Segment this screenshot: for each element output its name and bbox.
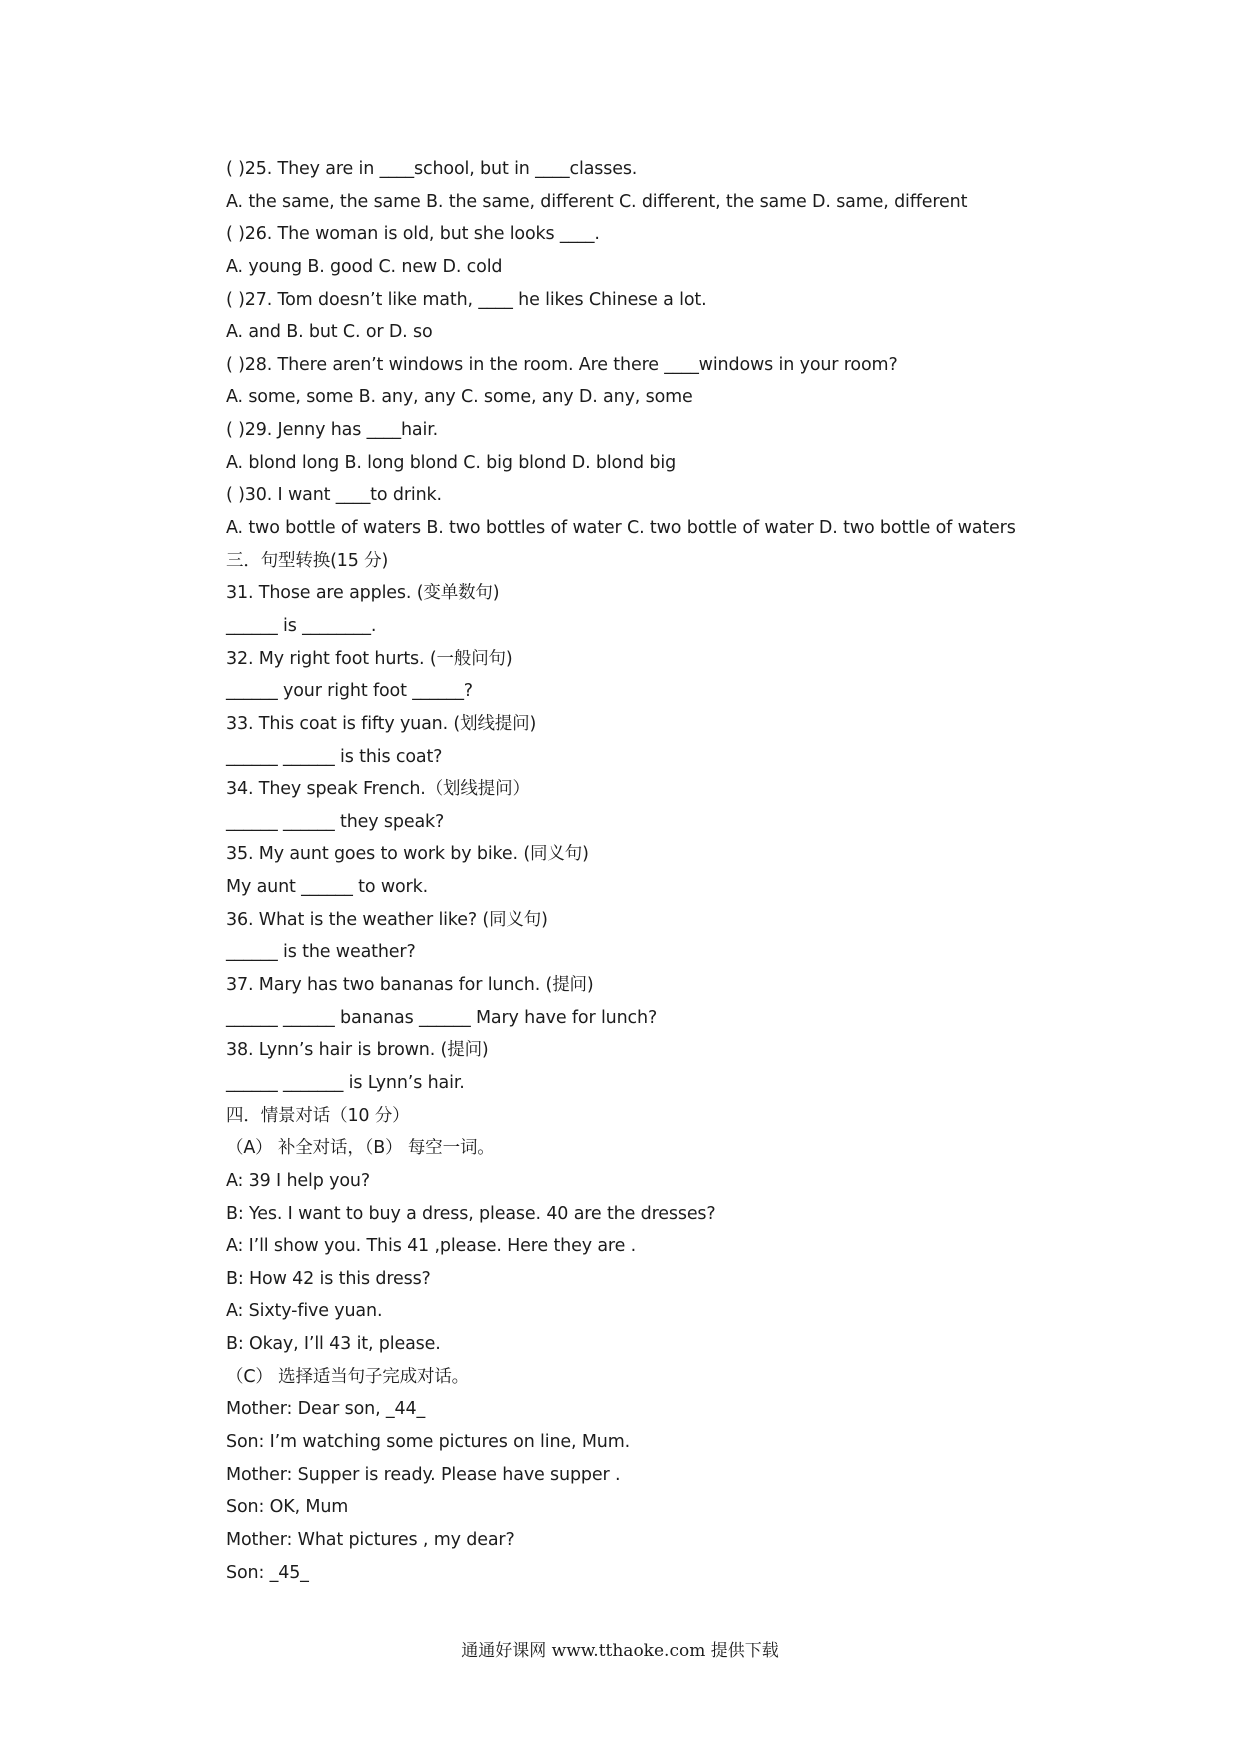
question-29-options: A. blond long B. long blond C. big blond D. blond big — [226, 452, 677, 473]
dialogue-line: A: Sixty-five yuan. — [226, 1301, 383, 1322]
question-33-answer: ______ ______ is this coat? — [226, 746, 443, 767]
dialogue-line: B: Okay, I’ll 43 it, please. — [226, 1334, 441, 1355]
question-38-answer: ______ _______ is Lynn’s hair. — [226, 1072, 465, 1093]
question-32-answer: ______ your right foot ______? — [226, 681, 473, 702]
question-26-options: A. young B. good C. new D. cold — [226, 256, 503, 277]
dialogue-line: A: 39 I help you? — [226, 1170, 370, 1191]
dialogue-line: Son: _45_ — [226, 1562, 309, 1583]
question-35-answer: My aunt ______ to work. — [226, 877, 429, 898]
dialogue-line: B: Yes. I want to buy a dress, please. 40 are the dresses? — [226, 1203, 716, 1224]
section-3-heading: 三．句型转换(15 分) — [226, 550, 389, 571]
question-27-options: A. and B. but C. or D. so — [226, 322, 433, 343]
dialogue-line: Mother: What pictures , my dear? — [226, 1529, 515, 1550]
question-37: 37. Mary has two bananas for lunch. (提问) — [226, 975, 594, 996]
question-25: ( )25. They are in ____school, but in ____classes. — [226, 159, 638, 179]
page-footer: 通通好课网 www.tthaoke.com 提供下载 — [461, 1641, 779, 1661]
question-30: ( )30. I want ____to drink. — [226, 485, 442, 506]
document-body — [226, 153, 1026, 1589]
question-29: ( )29. Jenny has ____hair. — [226, 420, 439, 441]
question-36: 36. What is the weather like? (同义句) — [226, 909, 548, 930]
question-33: 33. This coat is fifty yuan. (划线提问) — [226, 713, 537, 734]
question-28-options: A. some, some B. any, any C. some, any D. any, some — [226, 387, 693, 408]
question-34-answer: ______ ______ they speak? — [226, 811, 445, 832]
question-25-options: A. the same, the same B. the same, different C. different, the same D. same, different — [226, 191, 968, 212]
question-31-answer: ______ is ________. — [226, 615, 377, 636]
question-32: 32. My right foot hurts. (一般问句) — [226, 648, 513, 669]
question-26: ( )26. The woman is old, but she looks ____. — [226, 224, 600, 245]
dialogue-line: Son: I’m watching some pictures on line, Mum. — [226, 1431, 631, 1452]
question-27: ( )27. Tom doesn’t like math, ____ he likes Chinese a lot. — [226, 289, 707, 310]
section-4-heading: 四．情景对话（10 分） — [226, 1105, 410, 1126]
question-31: 31. Those are apples. (变单数句) — [226, 583, 500, 604]
question-28: ( )28. There aren’t windows in the room. Are there ____windows in your room? — [226, 354, 898, 375]
dialogue-line: Son: OK, Mum — [226, 1497, 349, 1518]
dialogue-line: A: I’ll show you. This 41 ,please. Here they are . — [226, 1236, 637, 1257]
dialogue-line: B: How 42 is this dress? — [226, 1268, 431, 1289]
question-36-answer: ______ is the weather? — [226, 942, 416, 963]
question-38: 38. Lynn’s hair is brown. (提问) — [226, 1040, 489, 1061]
dialogue-line: Mother: Dear son, _44_ — [226, 1399, 426, 1420]
question-34: 34. They speak French.（划线提问） — [226, 779, 530, 800]
question-37-answer: ______ ______ bananas ______ Mary have for lunch? — [226, 1007, 658, 1028]
question-35: 35. My aunt goes to work by bike. (同义句) — [226, 844, 589, 865]
dialogue-c-instruction: （C） 选择适当句子完成对话。 — [226, 1366, 470, 1387]
question-30-options: A. two bottle of waters B. two bottles of water C. two bottle of water D. two bottle of waters — [226, 518, 1016, 539]
dialogue-line: Mother: Supper is ready. Please have supper . — [226, 1464, 621, 1485]
dialogue-ab-instruction: （A） 补全对话，（B） 每空一词。 — [226, 1138, 495, 1159]
